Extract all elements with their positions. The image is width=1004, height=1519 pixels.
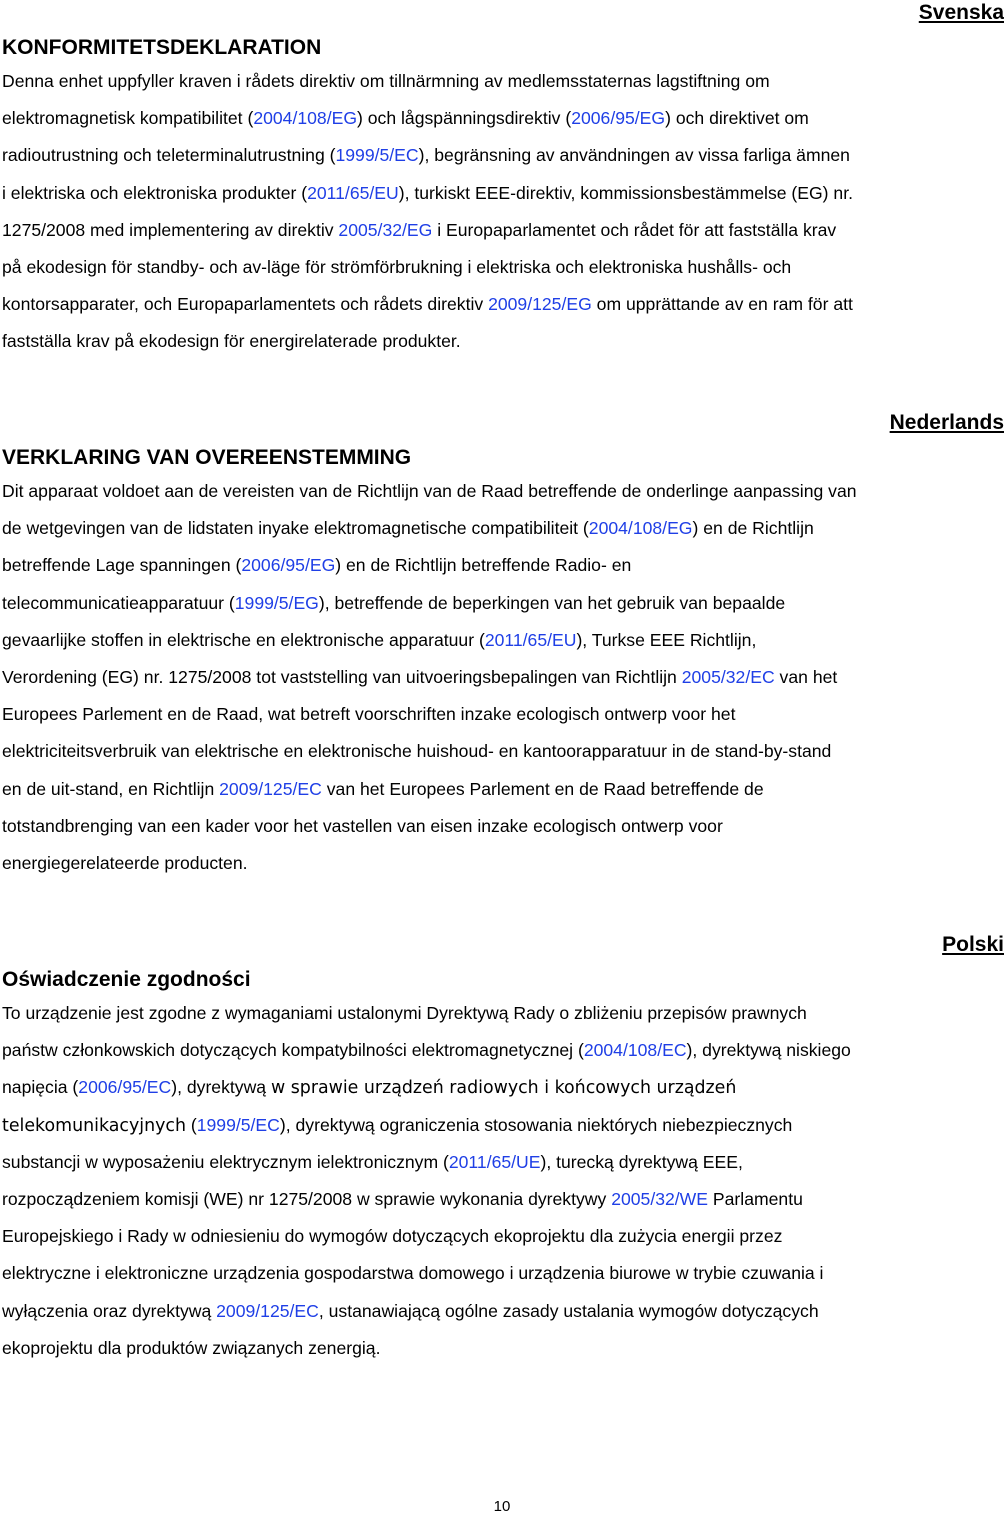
- text-segment: ), dyrektywą: [171, 1077, 271, 1098]
- text-segment: radioutrustning och teleterminalutrustning (: [2, 145, 336, 166]
- language-label: Nederlands: [889, 411, 1004, 434]
- text-segment: ) och direktivet om: [665, 108, 809, 129]
- text-line: [2, 137, 1004, 174]
- directive-reference: 2004/108/EG: [588, 518, 693, 539]
- directive-reference: 2005/32/EG: [338, 219, 433, 240]
- text-line: [2, 1181, 1004, 1218]
- directive-reference: 2004/108/EC: [583, 1040, 687, 1061]
- text-segment: (: [185, 1114, 197, 1135]
- directive-reference: 2004/108/EG: [253, 108, 358, 129]
- text-segment: 1275/2008 med implementering av direktiv: [2, 219, 339, 240]
- directive-reference: 1999/5/EG: [234, 592, 319, 613]
- text-line: [2, 286, 1004, 323]
- directive-reference: 2009/125/EG: [488, 294, 592, 315]
- text-segment: substancji w wyposażeniu elektrycznym ielektronicznym (: [2, 1151, 449, 1172]
- directive-reference: 2011/65/EU: [307, 182, 399, 203]
- text-line: [2, 585, 1004, 622]
- text-segment: Europees Parlement en de Raad, wat betreft voorschriften inzake ecologisch ontwerp voor het: [2, 704, 736, 725]
- page-number: 10: [493, 1498, 511, 1515]
- text-segment: państw członkowskich dotyczących kompatybilności elektromagnetycznej (: [2, 1040, 584, 1061]
- text-line: [2, 1144, 1004, 1181]
- text-segment: telekomunikacyjnych: [2, 1115, 186, 1136]
- directive-reference: 2009/125/EC: [216, 1300, 319, 1321]
- text-line: [2, 1218, 1004, 1255]
- text-segment: elektriciteitsverbruik van elektrische en elektronische huishoud- en kantoorapparatuur in de stand-by-stand: [2, 741, 832, 762]
- text-segment: w sprawie urządzeń radiowych i końcowych urządzeń: [270, 1078, 737, 1099]
- directive-reference: 2011/65/EU: [484, 629, 577, 650]
- text-segment: rozpocządzeniem komisji (WE) nr 1275/2008 w sprawie wykonania dyrektywy: [2, 1188, 612, 1209]
- text-segment: ), dyrektywą ograniczenia stosowania niektórych niebezpiecznych: [279, 1114, 793, 1135]
- text-segment: van het: [774, 666, 838, 687]
- text-line: [2, 1330, 1004, 1367]
- directive-reference: 2006/95/EG: [571, 108, 666, 129]
- directive-reference: 2011/65/UE: [448, 1151, 541, 1172]
- text-line: [2, 100, 1004, 137]
- text-line: [2, 995, 1004, 1032]
- text-line: [2, 323, 1004, 360]
- text-segment: ) en de Richtlijn betreffende Radio- en: [335, 555, 632, 576]
- text-segment: telecommunicatieapparatuur (: [2, 592, 235, 613]
- text-segment: i elektriska och elektroniska produkter (: [2, 182, 308, 203]
- text-line: [2, 1293, 1004, 1330]
- language-label: Svenska: [918, 1, 1004, 24]
- section-body: [2, 995, 1004, 1367]
- text-segment: på ekodesign för standby- och av-läge för strömförbrukning i elektriska och elektroniska hushålls- och: [2, 256, 792, 277]
- text-segment: wyłączenia oraz dyrektywą: [2, 1300, 217, 1321]
- text-segment: fastställa krav på ekodesign för energirelaterade produkter.: [2, 331, 461, 352]
- text-segment: napięcia (: [2, 1077, 79, 1098]
- section-title: KONFORMITETSDEKLARATION: [2, 36, 322, 59]
- text-segment: ), Turkse EEE Richtlijn,: [576, 629, 757, 650]
- text-segment: ), begränsning av användningen av vissa farliga ämnen: [418, 145, 850, 166]
- section-nederlands: [2, 410, 1004, 882]
- text-line: [2, 622, 1004, 659]
- text-line: [2, 547, 1004, 584]
- text-line: [2, 1255, 1004, 1292]
- section-title: Oświadczenie zgodności: [2, 968, 251, 991]
- text-segment: Parlamentu: [708, 1188, 803, 1209]
- section-body: [2, 473, 1004, 882]
- text-segment: van het Europees Parlement en de Raad betreffende de: [321, 778, 764, 799]
- text-line: [2, 63, 1004, 100]
- text-line: [2, 1107, 1004, 1144]
- text-segment: Verordening (EG) nr. 1275/2008 tot vaststelling van uitvoeringsbepalingen van Richtlijn: [2, 666, 682, 687]
- text-line: [2, 1032, 1004, 1069]
- text-line: [2, 510, 1004, 547]
- text-segment: elektryczne i elektroniczne urządzenia gospodarstwa domowego i urządzenia biurowe w trybie czuwania i: [2, 1263, 824, 1284]
- directive-reference: 1999/5/EC: [196, 1114, 280, 1135]
- text-segment: i Europaparlamentet och rådet för att fastställa krav: [432, 219, 837, 240]
- directive-reference: 2006/95/EG: [241, 555, 336, 576]
- text-segment: elektromagnetisk kompatibilitet (: [2, 108, 254, 129]
- text-segment: ) en de Richtlijn: [692, 518, 814, 539]
- directive-reference: 2006/95/EC: [78, 1077, 172, 1098]
- text-segment: ), dyrektywą niskiego: [686, 1040, 851, 1061]
- text-line: [2, 696, 1004, 733]
- text-segment: ), turecką dyrektywą EEE,: [540, 1151, 743, 1172]
- text-line: [2, 1069, 1004, 1106]
- section-title: VERKLARING VAN OVEREENSTEMMING: [2, 446, 412, 469]
- directive-reference: 1999/5/EC: [335, 145, 419, 166]
- text-line: [2, 473, 1004, 510]
- text-line: [2, 845, 1004, 882]
- text-segment: Europejskiego i Rady w odniesieniu do wymogów dotyczących ekoprojektu dla zużycia energii przez: [2, 1226, 783, 1247]
- text-segment: en de uit-stand, en Richtlijn: [2, 778, 220, 799]
- text-segment: ), turkiskt EEE-direktiv, kommissionsbestämmelse (EG) nr.: [398, 182, 853, 203]
- text-line: [2, 175, 1004, 212]
- text-segment: Denna enhet uppfyller kraven i rådets direktiv om tillnärmning av medlemsstaternas lagstiftning om: [2, 71, 770, 91]
- text-line: [2, 771, 1004, 808]
- text-segment: , ustanawiającą ogólne zasady ustalania wymogów dotyczących: [318, 1300, 819, 1321]
- text-segment: totstandbrenging van een kader voor het vastellen van eisen inzake ecologisch ontwerp voor: [2, 815, 723, 836]
- section-polski: [2, 932, 1004, 1367]
- text-segment: Dit apparaat voldoet aan de vereisten van de Richtlijn van de Raad betreffende de onderlinge aanpassing van: [2, 481, 857, 501]
- text-line: [2, 659, 1004, 696]
- text-segment: om upprättande av en ram för att: [591, 294, 853, 315]
- section-body: [2, 63, 1004, 361]
- text-line: [2, 733, 1004, 770]
- text-segment: gevaarlijke stoffen in elektrische en elektronische apparatuur (: [2, 629, 485, 650]
- text-segment: betreffende Lage spanningen (: [2, 555, 242, 576]
- language-label: Polski: [942, 933, 1004, 956]
- text-line: [2, 808, 1004, 845]
- text-segment: de wetgevingen van de lidstaten inyake elektromagnetische compatibiliteit (: [2, 518, 589, 539]
- directive-reference: 2005/32/WE: [611, 1188, 709, 1209]
- text-segment: To urządzenie jest zgodne z wymaganiami ustalonymi Dyrektywą Rady o zbliżeniu przepisów prawnych: [2, 1003, 807, 1023]
- section-svenska: [2, 0, 1004, 361]
- text-segment: ekoprojektu dla produktów związanych zenergią.: [2, 1337, 381, 1358]
- text-line: [2, 212, 1004, 249]
- directive-reference: 2009/125/EC: [219, 778, 322, 799]
- text-segment: kontorsapparater, och Europaparlamentets och rådets direktiv: [2, 294, 489, 315]
- directive-reference: 2005/32/EC: [681, 666, 775, 687]
- text-segment: energiegerelateerde producten.: [2, 852, 248, 873]
- text-segment: ), betreffende de beperkingen van het gebruik van bepaalde: [318, 592, 786, 613]
- text-line: [2, 249, 1004, 286]
- text-segment: ) och lågspänningsdirektiv (: [357, 108, 572, 129]
